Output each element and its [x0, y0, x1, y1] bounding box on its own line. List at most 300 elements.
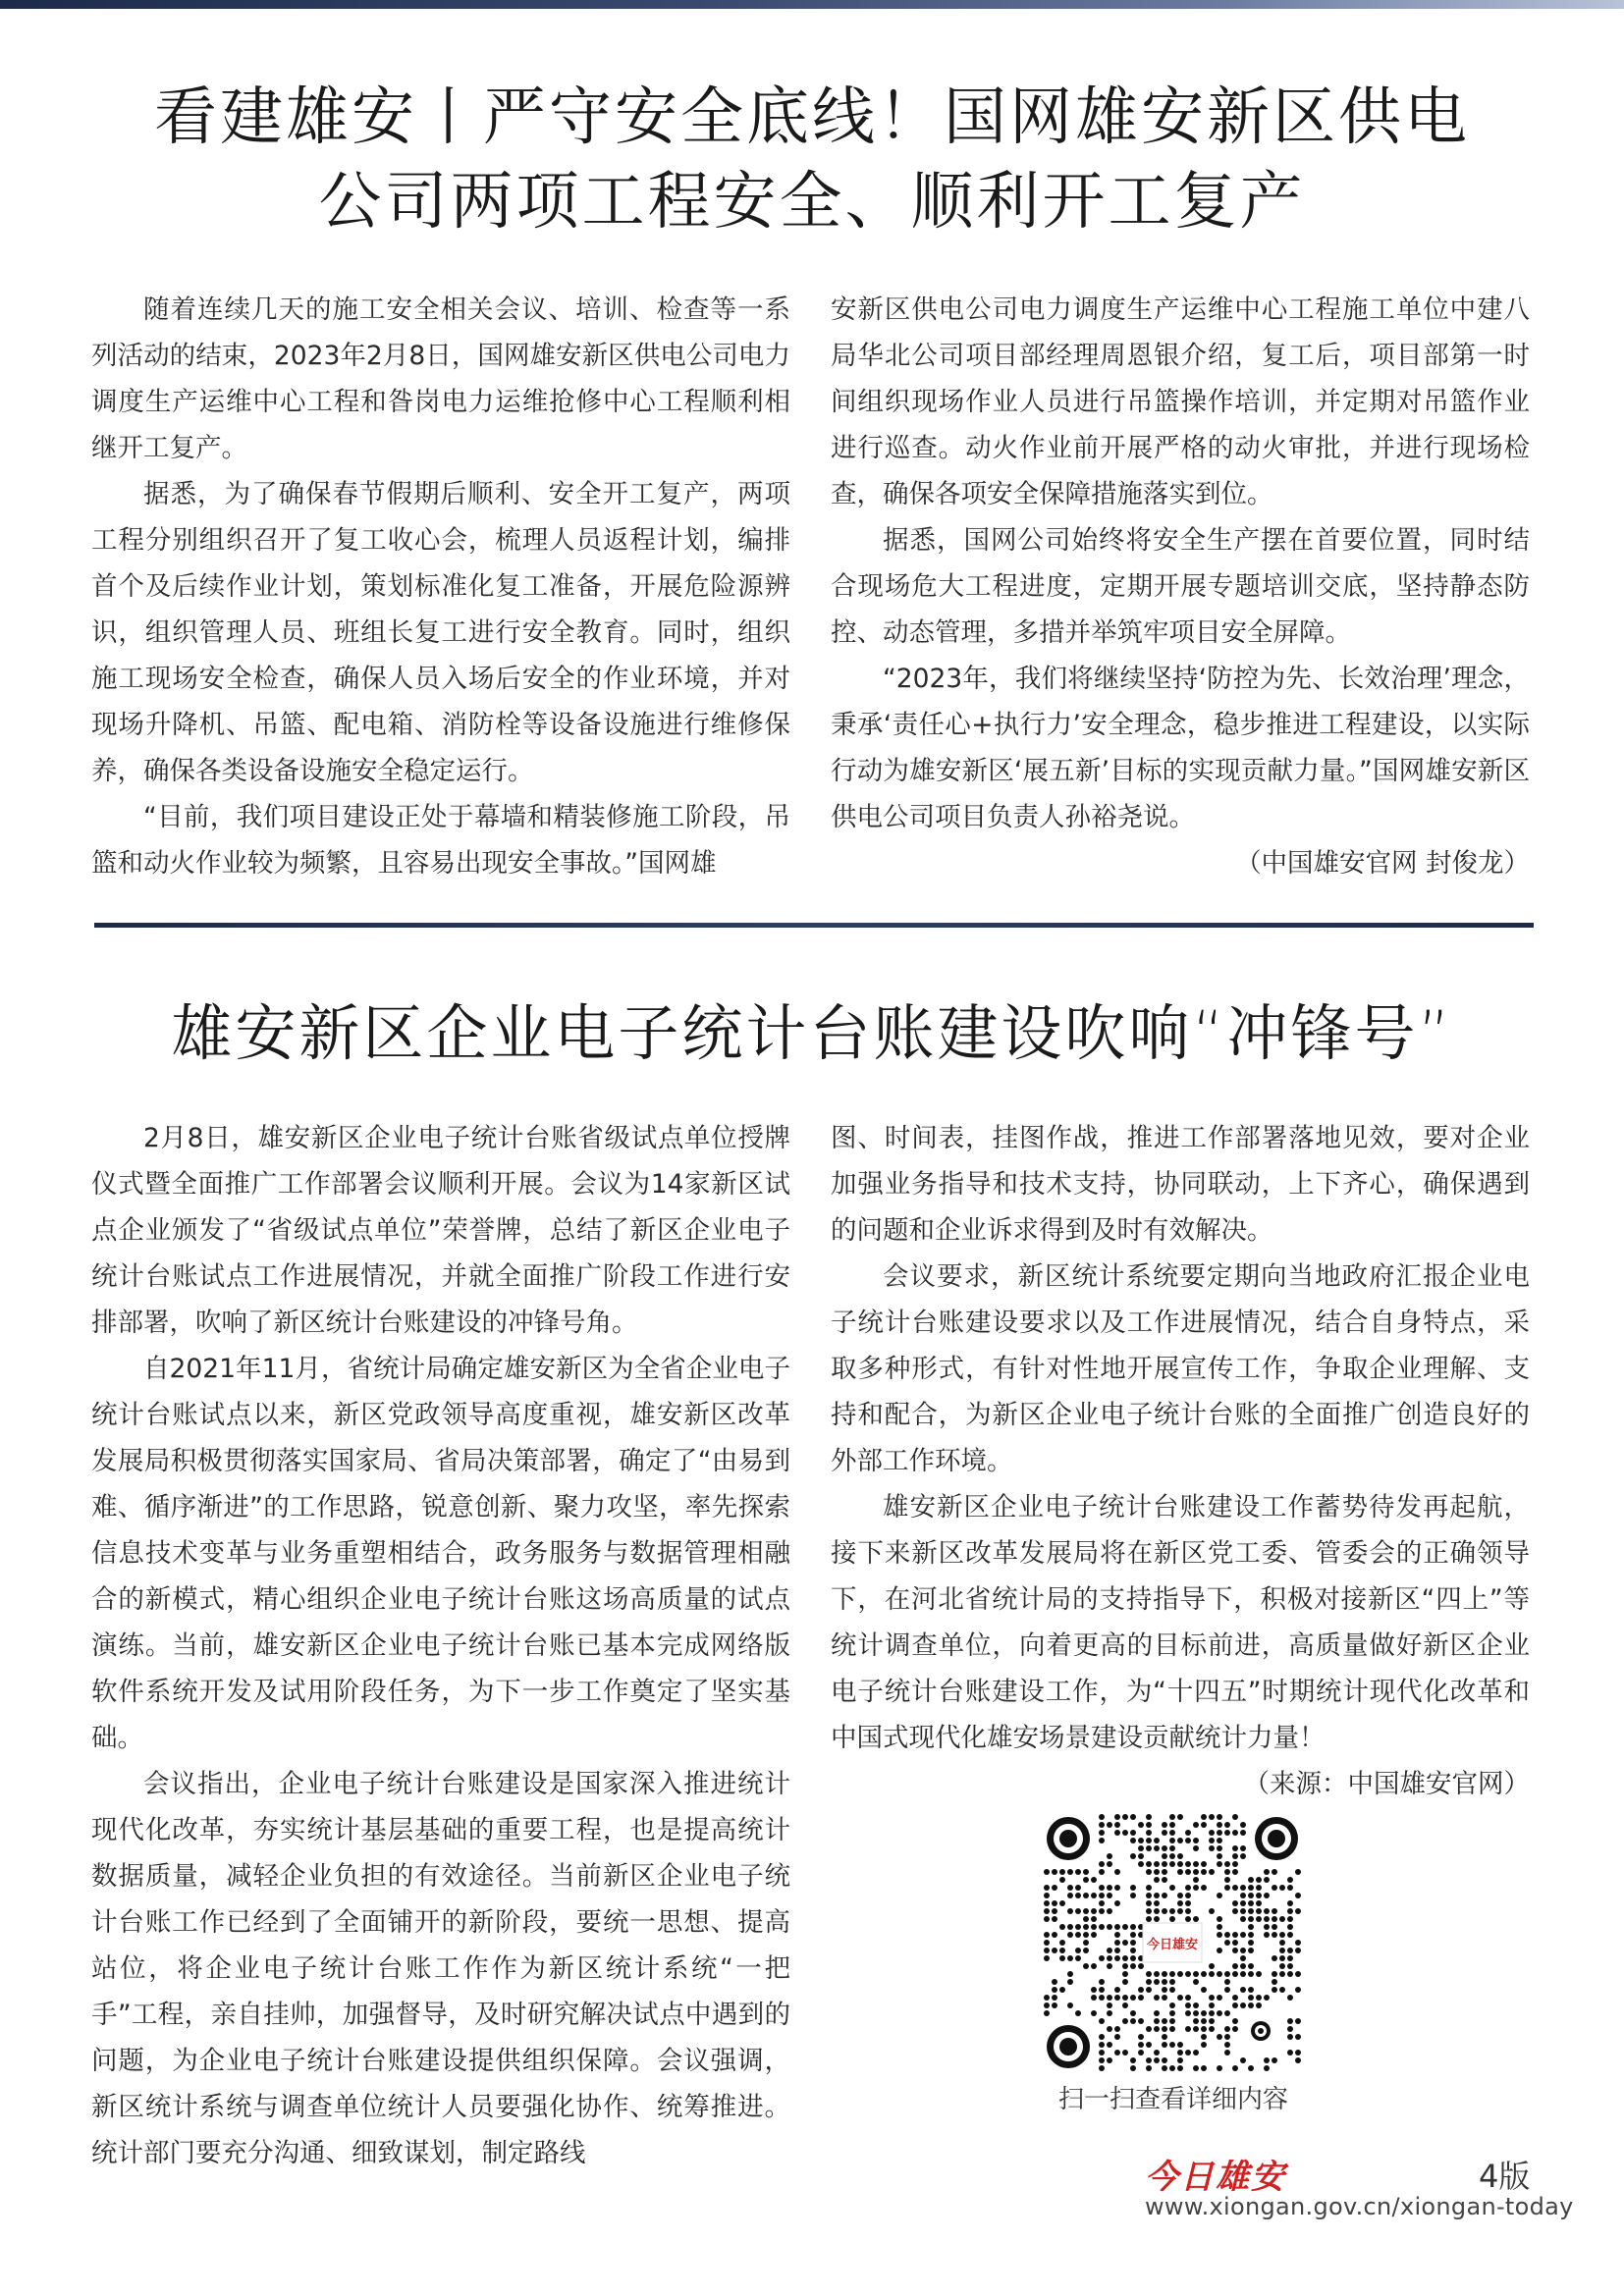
qr-module: [1044, 1885, 1050, 1891]
qr-module: [1193, 1861, 1199, 1867]
qr-code[interactable]: [1043, 1813, 1302, 2072]
qr-module: [1130, 1924, 1136, 1930]
qr-module: [1209, 1971, 1215, 1977]
qr-module: [1138, 1853, 1144, 1859]
qr-module: [1169, 1908, 1175, 1914]
qr-module: [1146, 2057, 1152, 2063]
qr-module: [1217, 1995, 1222, 2001]
qr-module: [1185, 1830, 1191, 1836]
qr-module: [1099, 1893, 1105, 1898]
qr-module: [1091, 1963, 1097, 1969]
qr-module: [1264, 1893, 1270, 1898]
qr-module: [1099, 2050, 1105, 2056]
qr-module: [1075, 2010, 1081, 2016]
qr-module: [1162, 1987, 1167, 1993]
qr-module: [1138, 2042, 1144, 2048]
qr-module: [1052, 1900, 1057, 1906]
qr-module: [1287, 2026, 1293, 2032]
qr-module: [1287, 1908, 1293, 1914]
qr-module: [1169, 1838, 1175, 1843]
qr-center-logo: 今日雄安: [1146, 1938, 1199, 1952]
qr-module: [1193, 2018, 1199, 2024]
qr-module: [1209, 2018, 1215, 2024]
qr-module: [1154, 1845, 1160, 1851]
qr-module: [1162, 2018, 1167, 2024]
qr-module: [1217, 1948, 1222, 1953]
qr-module: [1107, 1995, 1112, 2001]
qr-module: [1122, 1963, 1128, 1969]
article1-left-column: [91, 287, 790, 886]
qr-module: [1295, 2057, 1301, 2063]
qr-module: [1264, 1908, 1270, 1914]
qr-module: [1052, 1916, 1057, 1922]
qr-module: [1146, 1893, 1152, 1898]
qr-module: [1264, 1916, 1270, 1922]
qr-module: [1114, 1900, 1120, 1906]
qr-module: [1248, 1940, 1254, 1946]
qr-module: [1248, 1971, 1254, 1977]
qr-module: [1177, 1869, 1183, 1875]
qr-module: [1279, 1885, 1285, 1891]
page-number: 4版: [1479, 2158, 1531, 2195]
article2-right-column: [831, 1115, 1530, 1807]
qr-module: [1122, 1995, 1128, 2001]
qr-module: [1099, 2042, 1105, 2048]
qr-module: [1052, 1948, 1057, 1953]
qr-module: [1193, 1979, 1199, 1985]
qr-module: [1162, 2042, 1167, 2048]
qr-module: [1099, 1869, 1105, 1875]
qr-module: [1099, 1861, 1105, 1867]
qr-module: [1122, 2018, 1128, 2024]
qr-module: [1162, 2065, 1167, 2071]
qr-module: [1295, 1893, 1301, 1898]
qr-module: [1193, 1885, 1199, 1891]
qr-module: [1185, 1995, 1191, 2001]
qr-module: [1091, 1924, 1097, 1930]
qr-module: [1193, 1971, 1199, 1977]
qr-module: [1138, 2034, 1144, 2040]
qr-module: [1287, 1916, 1293, 1922]
qr-module: [1067, 1924, 1073, 1930]
qr-module: [1287, 1955, 1293, 1961]
qr-module: [1130, 1885, 1136, 1891]
qr-module: [1146, 1916, 1152, 1922]
qr-module: [1130, 1948, 1136, 1953]
qr-module: [1146, 1900, 1152, 1906]
qr-module: [1083, 1877, 1089, 1883]
qr-module: [1201, 2026, 1207, 2032]
qr-module: [1177, 2065, 1183, 2071]
qr-module: [1162, 1853, 1167, 1859]
qr-module: [1224, 1877, 1230, 1883]
qr-module: [1264, 1995, 1270, 2001]
qr-code-image: [1043, 1813, 1302, 2072]
qr-module: [1162, 1861, 1167, 1867]
qr-module: [1138, 1963, 1144, 1969]
qr-module: [1154, 2026, 1160, 2032]
qr-module: [1169, 2002, 1175, 2008]
qr-module: [1256, 1916, 1262, 1922]
qr-module: [1138, 1838, 1144, 1843]
qr-module: [1052, 1908, 1057, 1914]
qr-module: [1130, 1893, 1136, 1898]
qr-module: [1272, 1869, 1277, 1875]
qr-module: [1185, 1916, 1191, 1922]
qr-module: [1130, 1853, 1136, 1859]
qr-module: [1169, 1979, 1175, 1985]
qr-module: [1091, 1932, 1097, 1938]
qr-module: [1232, 2026, 1238, 2032]
qr-module: [1240, 1963, 1246, 1969]
qr-module: [1240, 1853, 1246, 1859]
article2-paragraph: 会议要求，新区统计系统要定期向当地政府汇报企业电子统计台账建设要求以及工作进展情况，结合自身特点，采取多种形式，有针对性地开展宣传工作，争取企业理解、支持和配合，为新区企业电子统计台账的全面推广创造良好的外部工作环境。: [831, 1261, 1530, 1476]
qr-module: [1044, 1869, 1050, 1875]
qr-module: [1193, 2065, 1199, 2071]
qr-module: [1099, 1814, 1105, 1820]
qr-module: [1067, 1971, 1073, 1977]
qr-module: [1217, 2065, 1222, 2071]
qr-module: [1044, 1893, 1050, 1898]
qr-module: [1185, 1838, 1191, 1843]
qr-finder-top-left: [1047, 1817, 1090, 1860]
qr-module: [1114, 1995, 1120, 2001]
qr-module: [1185, 1861, 1191, 1867]
qr-module: [1122, 1814, 1128, 1820]
qr-module: [1232, 1853, 1238, 1859]
qr-module: [1224, 2026, 1230, 2032]
qr-module: [1075, 1869, 1081, 1875]
qr-module: [1232, 1845, 1238, 1851]
qr-module: [1107, 1822, 1112, 1828]
qr-module: [1107, 1853, 1112, 1859]
qr-module: [1154, 1869, 1160, 1875]
qr-module: [1272, 1916, 1277, 1922]
qr-module: [1193, 1916, 1199, 1922]
qr-module: [1099, 2034, 1105, 2040]
qr-module: [1169, 1861, 1175, 1867]
qr-module: [1264, 1924, 1270, 1930]
qr-module: [1224, 2042, 1230, 2048]
qr-module: [1044, 2002, 1050, 2008]
qr-module: [1232, 1869, 1238, 1875]
qr-module: [1240, 2002, 1246, 2008]
qr-module: [1169, 2010, 1175, 2016]
qr-module: [1114, 1948, 1120, 1953]
qr-module: [1075, 1885, 1081, 1891]
qr-module: [1287, 1948, 1293, 1953]
article2-paragraph: 自2021年11月，省统计局确定雄安新区为全省企业电子统计台账试点以来，新区党政领导高度重视，雄安新区改革发展局积极贯彻落实国家局、省局决策部署，确定了“由易到难、循序渐进”的工作思路，锐意创新、聚力攻坚，率先探索信息技术变革与业务重塑相结合，政务服务与数据管理相融合的新模式，精心组织企业电子统计台账这场高质量的试点演练。当前，雄安新区企业电子统计台账已基本完成网络版软件系统开发及试用阶段任务，为下一步工作奠定了坚实基础。: [91, 1354, 790, 1753]
qr-module: [1044, 1940, 1050, 1946]
qr-module: [1130, 2010, 1136, 2016]
qr-module: [1107, 2010, 1112, 2016]
article1-paragraph: 随着连续几天的施工安全相关会议、培训、检查等一系列活动的结束，2023年2月8日，国网雄安新区供电公司电力调度生产运维中心工程和昝岗电力运维抢修中心工程顺利相继开工复产。: [91, 294, 790, 463]
qr-module: [1185, 1900, 1191, 1906]
qr-module: [1287, 2034, 1293, 2040]
qr-module: [1177, 1900, 1183, 1906]
qr-module: [1130, 1995, 1136, 2001]
top-accent-bar: [0, 0, 1624, 9]
qr-module: [1248, 1963, 1254, 1969]
qr-module: [1099, 1955, 1105, 1961]
qr-module: [1099, 1995, 1105, 2001]
qr-module: [1044, 1955, 1050, 1961]
qr-module: [1279, 1987, 1285, 1993]
qr-module: [1099, 2065, 1105, 2071]
qr-module: [1107, 1885, 1112, 1891]
qr-module: [1224, 1940, 1230, 1946]
qr-module: [1114, 2050, 1120, 2056]
qr-module: [1146, 1830, 1152, 1836]
qr-module: [1099, 1822, 1105, 1828]
qr-module: [1122, 2050, 1128, 2056]
qr-module: [1083, 1908, 1089, 1914]
qr-module: [1224, 1885, 1230, 1891]
qr-module: [1169, 1916, 1175, 1922]
qr-module: [1059, 1948, 1065, 1953]
qr-module: [1295, 1908, 1301, 1914]
article1-right-column: [831, 287, 1530, 886]
qr-module: [1279, 1940, 1285, 1946]
article1-paragraph: 据悉，国网公司始终将安全生产摆在首要位置，同时结合现场危大工程进度，定期开展专题培训交底，坚持静态防控、动态管理，多措并举筑牢项目安全屏障。: [831, 525, 1530, 648]
qr-module: [1201, 1971, 1207, 1977]
qr-module: [1114, 1940, 1120, 1946]
qr-module: [1240, 1971, 1246, 1977]
qr-module: [1232, 1963, 1238, 1969]
qr-finder-bottom-right: [1251, 2021, 1271, 2041]
qr-module: [1240, 1932, 1246, 1938]
qr-module: [1264, 2065, 1270, 2071]
qr-module: [1177, 1971, 1183, 1977]
qr-module: [1083, 1916, 1089, 1922]
qr-module: [1193, 1845, 1199, 1851]
qr-module: [1217, 1861, 1222, 1867]
qr-module: [1248, 1885, 1254, 1891]
qr-module: [1052, 1995, 1057, 2001]
qr-module: [1114, 1932, 1120, 1938]
qr-module: [1224, 2050, 1230, 2056]
qr-module: [1240, 1845, 1246, 1851]
qr-module: [1122, 1924, 1128, 1930]
qr-module: [1193, 2010, 1199, 2016]
qr-module: [1217, 1814, 1222, 1820]
qr-module: [1091, 1916, 1097, 1922]
article1-title-line1: 看建雄安丨严守安全底线！国网雄安新区供电: [154, 81, 1470, 154]
qr-module: [1240, 1822, 1246, 1828]
qr-module: [1279, 1916, 1285, 1922]
qr-module: [1107, 1908, 1112, 1914]
qr-module: [1130, 1963, 1136, 1969]
qr-module: [1287, 1971, 1293, 1977]
qr-module: [1169, 1853, 1175, 1859]
qr-module: [1232, 1908, 1238, 1914]
qr-module: [1130, 1932, 1136, 1938]
qr-module: [1193, 1838, 1199, 1843]
qr-module: [1240, 1908, 1246, 1914]
qr-module: [1217, 1853, 1222, 1859]
qr-module: [1287, 1963, 1293, 1969]
qr-module: [1107, 1861, 1112, 1867]
qr-module: [1162, 1908, 1167, 1914]
qr-module: [1240, 1955, 1246, 1961]
qr-module: [1169, 1814, 1175, 1820]
qr-module: [1075, 1908, 1081, 1914]
qr-module: [1091, 2010, 1097, 2016]
qr-module: [1114, 2026, 1120, 2032]
qr-module: [1044, 1932, 1050, 1938]
qr-module: [1177, 1853, 1183, 1859]
qr-module: [1272, 2057, 1277, 2063]
qr-module: [1201, 2018, 1207, 2024]
qr-module: [1107, 2042, 1112, 2048]
qr-module: [1177, 1861, 1183, 1867]
qr-module: [1209, 2002, 1215, 2008]
qr-module: [1232, 1948, 1238, 1953]
qr-module: [1209, 1995, 1215, 2001]
qr-module: [1075, 1948, 1081, 1953]
qr-module: [1154, 1979, 1160, 1985]
article1-paragraph: “2023年，我们将继续坚持‘防控为先、长效治理’理念，秉承‘责任心+执行力’安全理念，稳步推进工程建设，以实际行动为雄安新区‘展五新’目标的实现贡献力量。”国网雄安新区供电公司项目负责人孙裕尧说。: [831, 664, 1530, 832]
article2-source: （来源：中国雄安官网）: [1243, 1769, 1530, 1799]
qr-module: [1067, 1869, 1073, 1875]
qr-module: [1256, 1877, 1262, 1883]
qr-module: [1209, 1908, 1215, 1914]
qr-module: [1193, 1877, 1199, 1883]
qr-module: [1091, 1908, 1097, 1914]
qr-module: [1248, 1932, 1254, 1938]
qr-module: [1209, 1869, 1215, 1875]
qr-module: [1287, 2050, 1293, 2056]
qr-module: [1162, 1830, 1167, 1836]
qr-module: [1224, 1869, 1230, 1875]
qr-module: [1146, 1861, 1152, 1867]
qr-module: [1083, 1924, 1089, 1930]
qr-module: [1114, 2034, 1120, 2040]
qr-module: [1217, 2034, 1222, 2040]
qr-module: [1052, 1987, 1057, 1993]
qr-module: [1248, 2065, 1254, 2071]
qr-module: [1209, 1845, 1215, 1851]
qr-module: [1162, 2057, 1167, 2063]
qr-module: [1185, 2050, 1191, 2056]
qr-module: [1162, 2026, 1167, 2032]
qr-module: [1287, 2018, 1293, 2024]
qr-module: [1154, 1861, 1160, 1867]
qr-module: [1217, 1932, 1222, 1938]
qr-module: [1154, 2018, 1160, 2024]
qr-module: [1217, 1830, 1222, 1836]
qr-module: [1232, 1940, 1238, 1946]
qr-module: [1130, 1940, 1136, 1946]
qr-module: [1232, 1885, 1238, 1891]
qr-module: [1075, 1932, 1081, 1938]
qr-module: [1075, 1893, 1081, 1898]
qr-module: [1138, 1861, 1144, 1867]
qr-module: [1169, 1822, 1175, 1828]
qr-module: [1248, 1900, 1254, 1906]
qr-module: [1224, 1979, 1230, 1985]
qr-module: [1279, 1948, 1285, 1953]
qr-module: [1240, 1830, 1246, 1836]
qr-module: [1138, 1995, 1144, 2001]
article1-title-line2: 公司两项工程安全、顺利开工复产: [318, 166, 1306, 239]
article2-title: 雄安新区企业电子统计台账建设吹响“冲锋号”: [171, 997, 1453, 1069]
qr-module: [1067, 1908, 1073, 1914]
qr-module: [1114, 1869, 1120, 1875]
qr-module: [1264, 1869, 1270, 1875]
qr-module: [1154, 1971, 1160, 1977]
qr-module: [1256, 1971, 1262, 1977]
qr-module: [1114, 1885, 1120, 1891]
qr-module: [1075, 1924, 1081, 1930]
qr-module: [1193, 2026, 1199, 2032]
qr-module: [1264, 1932, 1270, 1938]
qr-module: [1209, 2026, 1215, 2032]
site-url[interactable]: www.xiongan.gov.cn/xiongan-today: [1145, 2193, 1574, 2220]
qr-module: [1154, 1838, 1160, 1843]
qr-finder-bottom-left: [1047, 2025, 1090, 2068]
qr-module: [1201, 1814, 1207, 1820]
qr-module: [1217, 1838, 1222, 1843]
qr-module: [1107, 2057, 1112, 2063]
qr-module: [1130, 2065, 1136, 2071]
qr-module: [1146, 1885, 1152, 1891]
qr-module: [1146, 1908, 1152, 1914]
qr-module: [1099, 1987, 1105, 1993]
qr-module: [1209, 1814, 1215, 1820]
qr-module: [1162, 1822, 1167, 1828]
qr-module: [1169, 2042, 1175, 2048]
qr-module: [1099, 2018, 1105, 2024]
qr-module: [1256, 1995, 1262, 2001]
qr-module: [1295, 2050, 1301, 2056]
qr-module: [1091, 1995, 1097, 2001]
qr-module: [1217, 1822, 1222, 1828]
qr-module: [1232, 2002, 1238, 2008]
qr-module: [1232, 1814, 1238, 1820]
qr-module: [1169, 1830, 1175, 1836]
article1-paragraph: 据悉，为了确保春节假期后顺利、安全开工复产，两项工程分别组织召开了复工收心会，梳理人员返程计划，编排首个及后续作业计划，策划标准化复工准备，开展危险源辨识，组织管理人员、班组长复工进行安全教育。同时，组织施工现场安全检查，确保人员入场后安全的作业环境，并对现场升降机、吊篮、配电箱、消防栓等设备设施进行维修保养，确保各类设备设施安全稳定运行。: [91, 479, 790, 786]
qr-module: [1240, 1900, 1246, 1906]
qr-module: [1248, 1908, 1254, 1914]
qr-module: [1083, 1932, 1089, 1938]
qr-module: [1240, 1916, 1246, 1922]
qr-module: [1248, 1995, 1254, 2001]
qr-module: [1272, 1908, 1277, 1914]
qr-module: [1232, 2065, 1238, 2071]
article1-paragraph-continued: 安新区供电公司电力调度生产运维中心工程施工单位中建八局华北公司项目部经理周恩银介绍，复工后，项目部第一时间组织现场作业人员进行吊篮操作培训，并定期对吊篮作业进行巡查。动火作业前开展严格的动火审批，并进行现场检查，确保各项安全保障措施落实到位。: [831, 294, 1530, 509]
qr-module: [1146, 1979, 1152, 1985]
qr-module: [1232, 1861, 1238, 1867]
qr-module: [1248, 1987, 1254, 1993]
qr-module: [1138, 1822, 1144, 1828]
brand-logo: 今日雄安: [1145, 2158, 1286, 2197]
qr-module: [1138, 1845, 1144, 1851]
qr-module: [1075, 1955, 1081, 1961]
qr-module: [1146, 1971, 1152, 1977]
qr-module: [1279, 1932, 1285, 1938]
article2-paragraph: 雄安新区企业电子统计台账建设工作蓄势待发再起航，接下来新区改革发展局将在新区党工委、管委会的正确领导下，在河北省统计局的支持指导下，积极对接新区“四上”等统计调查单位，向着更高的目标前进，高质量做好新区企业电子统计台账建设工作，为“十四五”时期统计现代化改革和中国式现代化雄安场景建设贡献统计力量！: [831, 1492, 1530, 1753]
qr-module: [1295, 1987, 1301, 1993]
qr-module: [1059, 1940, 1065, 1946]
qr-module: [1248, 1877, 1254, 1883]
qr-module: [1162, 2034, 1167, 2040]
qr-module: [1193, 1822, 1199, 1828]
qr-module: [1114, 1814, 1120, 1820]
qr-module: [1091, 1893, 1097, 1898]
qr-module: [1169, 1845, 1175, 1851]
qr-module: [1256, 1900, 1262, 1906]
